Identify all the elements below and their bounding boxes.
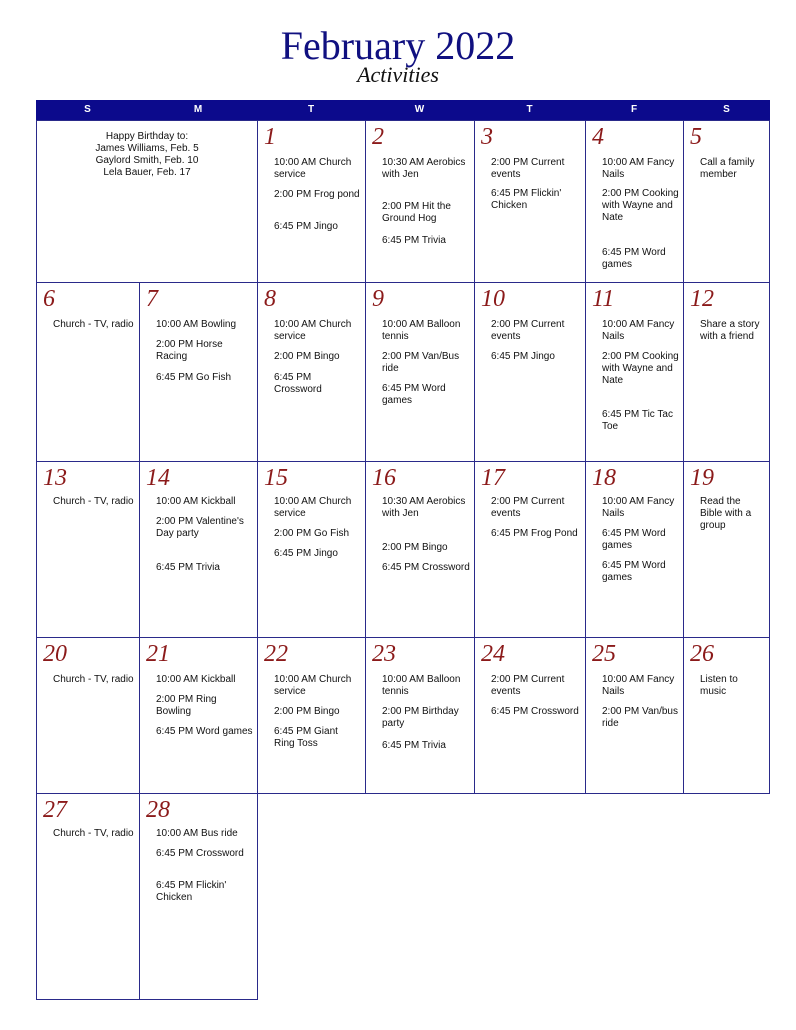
activity-item: 2:00 PM Go Fish [274,528,350,539]
day-cell [36,637,140,794]
activity-item: 6:45 PM Go Fish [156,372,232,383]
activity-item: 10:00 AM Balloon tennis [382,319,461,342]
day-number: 1 [264,124,276,150]
day-cell [585,637,684,794]
activity-item: Church - TV, radio [53,674,134,685]
activity-item: Read the Bible with a group [700,496,752,531]
day-cell [365,637,475,794]
weekday-label: T [526,104,533,115]
day-cell [585,120,684,283]
day-number: 20 [43,641,67,667]
day-number: 23 [372,641,396,667]
day-number: 21 [146,641,170,667]
activity-item: 10:00 AM Bus ride [156,828,238,839]
activity-item: 6:45 PM Jingo [274,221,338,232]
day-cell [139,282,258,462]
activity-item: 2:00 PM Bingo [274,706,340,717]
weekday-header [36,100,770,120]
day-cell [474,637,586,794]
day-cell [683,282,770,462]
day-cell [257,637,366,794]
activity-item: 10:30 AM Aerobics with Jen [382,157,466,180]
day-number: 7 [146,286,158,312]
birthday-line: James Williams, Feb. 5 [95,143,199,154]
activity-item: 2:00 PM Valentine's Day party [156,516,244,539]
activity-item: 10:00 AM Bowling [156,319,237,330]
weekday-label: M [193,104,203,115]
activity-item: 6:45 PM Crossword [491,706,579,717]
activity-item: Share a story with a friend [700,319,760,342]
activity-item: 10:00 AM Church service [274,319,352,342]
activity-item: 10:00 AM Fancy Nails [602,157,675,180]
activity-item: 10:30 AM Aerobics with Jen [382,496,466,519]
day-cell [139,793,258,1000]
activity-item: 6:45 PM Word games [382,383,446,406]
activity-item: 2:00 PM Bingo [274,351,340,362]
day-cell [365,282,475,462]
day-cell [365,120,475,283]
activity-item: Listen to music [700,674,738,697]
day-number: 27 [43,797,67,823]
day-number: 6 [43,286,55,312]
activity-item: 2:00 PM Current events [491,319,565,342]
activity-item: 6:45 PM Trivia [382,740,446,751]
weekday-label: T [307,104,315,115]
day-number: 19 [690,465,714,491]
activity-item: 2:00 PM Ring Bowling [156,694,217,717]
activity-item: 6:45 PM Jingo [274,548,338,559]
day-cell [474,120,586,283]
activity-item: 2:00 PM Cooking with Wayne and Nate [602,188,679,223]
activity-item: 6:45 PM Flickin' Chicken [156,880,227,903]
day-number: 28 [146,797,170,823]
activity-item: 6:45 PM Tic Tac Toe [602,409,673,432]
activity-item: 10:00 AM Church service [274,674,352,697]
birthday-cell [36,120,258,283]
calendar-title: February 2022 [280,23,516,68]
day-number: 16 [372,465,396,491]
activity-item: 6:45 PM Word games [602,560,666,583]
activity-item: 2:00 PM Cooking with Wayne and Nate [602,351,679,386]
activity-item: 6:45 PM Trivia [156,562,220,573]
day-number: 24 [481,641,505,667]
day-number: 17 [481,465,505,491]
activity-item: 10:00 AM Church service [274,496,352,519]
day-cell [139,461,258,638]
day-cell [683,637,770,794]
birthday-heading: Happy Birthday to: [105,131,189,142]
activity-item: 10:00 AM Fancy Nails [602,496,675,519]
activity-item: 10:00 AM Church service [274,157,352,180]
activity-item: 6:45 PM Word games [156,726,253,737]
calendar-subtitle: Activities [357,62,439,87]
day-cell [36,793,140,1000]
birthday-line: Lela Bauer, Feb. 17 [103,167,191,178]
activity-item: 2:00 PM Hit the Ground Hog [382,201,451,224]
day-number: 12 [690,286,714,312]
activity-item: 2:00 PM Current events [491,674,565,697]
activity-item: 2:00 PM Current events [491,157,565,180]
day-cell [474,282,586,462]
activity-item: 6:45 PM Crossword [156,848,244,859]
weekday-label: W [414,104,425,115]
activity-item: Church - TV, radio [53,496,134,507]
weekday-label: F [630,104,638,115]
activity-item: 2:00 PM Current events [491,496,565,519]
day-cell [585,282,684,462]
day-number: 26 [690,641,714,667]
day-number: 10 [481,286,505,312]
activity-item: 10:00 AM Balloon tennis [382,674,461,697]
day-cell [36,461,140,638]
activity-item: 6:45 PM Crossword [382,562,470,573]
day-cell [474,461,586,638]
day-cell [257,461,366,638]
activity-item: 6:45 PM Crossword [274,372,322,395]
activity-item: 10:00 AM Kickball [156,674,236,685]
day-number: 22 [264,641,288,667]
day-number: 13 [43,465,67,491]
activity-item: 2:00 PM Birthday party [382,706,459,729]
activity-item: 10:00 AM Fancy Nails [602,319,675,342]
activity-item: 6:45 PM Jingo [491,351,555,362]
activity-item: 2:00 PM Horse Racing [156,339,223,362]
day-cell [683,461,770,638]
activity-item: 6:45 PM Flickin' Chicken [491,188,562,211]
day-number: 5 [690,124,702,150]
activity-item: 2:00 PM Van/bus ride [602,706,678,729]
day-cell [585,461,684,638]
weekday-label: S [84,104,91,115]
day-number: 11 [592,286,615,312]
day-number: 3 [481,124,493,150]
day-number: 4 [592,124,604,150]
birthday-list [37,131,257,179]
day-cell [36,282,140,462]
activity-item: 6:45 PM Frog Pond [491,528,578,539]
day-cell [257,120,366,283]
birthday-line: Gaylord Smith, Feb. 10 [95,155,199,166]
activity-item: 10:00 AM Fancy Nails [602,674,675,697]
day-number: 9 [372,286,384,312]
activity-item: 6:45 PM Word games [602,528,666,551]
day-number: 2 [372,124,384,150]
activity-item: 2:00 PM Van/Bus ride [382,351,460,374]
day-number: 8 [264,286,276,312]
activity-item: 6:45 PM Giant Ring Toss [274,726,338,749]
activity-item: Church - TV, radio [53,828,134,839]
day-cell [683,120,770,283]
day-number: 18 [592,465,616,491]
activity-item: Call a family member [700,157,755,180]
day-number: 14 [146,465,170,491]
activity-item: Church - TV, radio [53,319,134,330]
day-cell [257,282,366,462]
activity-item: 10:00 AM Kickball [156,496,236,507]
day-cell [139,637,258,794]
activity-item: 6:45 PM Word games [602,247,666,270]
day-number: 25 [592,641,616,667]
activity-item: 2:00 PM Bingo [382,542,448,553]
weekday-label: S [723,104,730,115]
activity-item: 2:00 PM Frog pond [274,189,360,200]
day-number: 15 [264,465,288,491]
activity-item: 6:45 PM Trivia [382,235,446,246]
day-cell [365,461,475,638]
